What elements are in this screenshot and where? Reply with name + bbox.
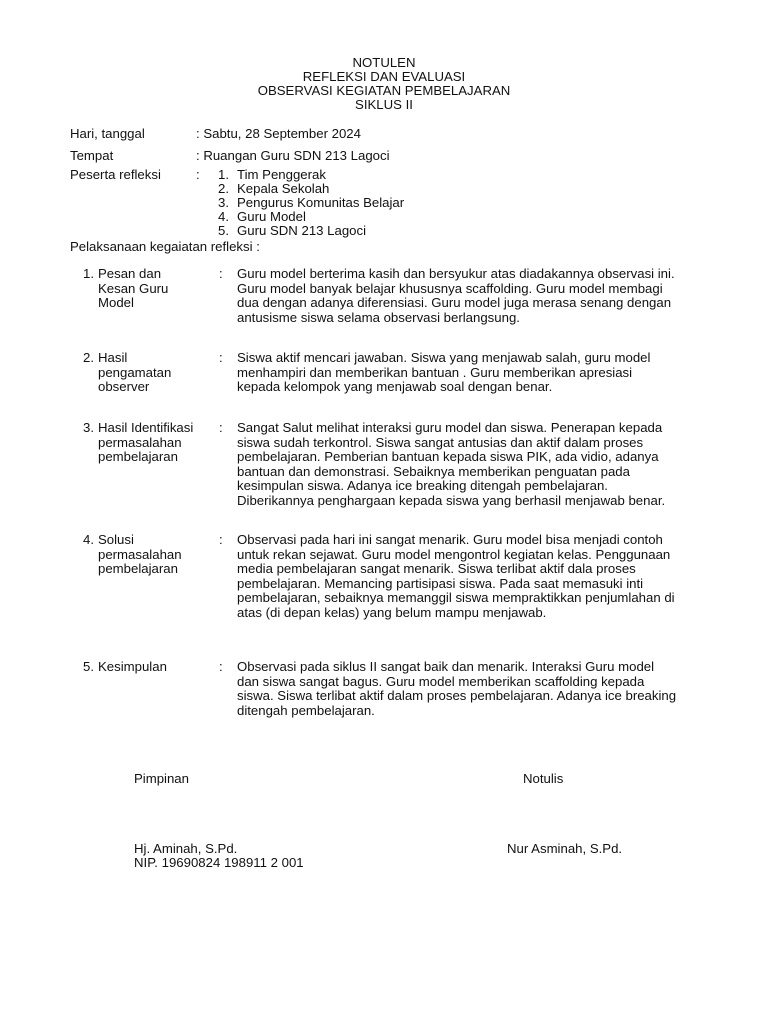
item-label: Solusi permasalahan pembelajaran	[98, 532, 182, 576]
item-colon: :	[219, 532, 223, 547]
item-number: 4.	[83, 532, 94, 547]
item-text: Guru model berterima kasih dan bersyukur atas diadakannya observasi ini. Guru model banyak belajar khususnya scaffolding. Guru model membagi dua dengan adanya diferensiasi. Guru model juga merasa senang dengan antusisme siswa selama observasi berlangsung.	[237, 266, 675, 325]
item-number: 3.	[83, 420, 94, 435]
item-colon: :	[219, 420, 223, 435]
participants-list	[206, 168, 404, 238]
signature-right-title: Notulis	[523, 771, 564, 786]
signature-left-title: Pimpinan	[134, 771, 189, 786]
signature-left-nip: NIP. 19690824 198911 2 001	[134, 855, 304, 870]
item-text: Observasi pada hari ini sangat menarik. Guru model bisa menjadi contoh untuk rekan sejawat. Guru model mengontrol kegiatan kelas. Penggunaan media pembelajaran sangat menarik. Siswa terlibat aktif dala proses pembelajaran. Memancing partisipasi siswa. Pada saat memasuki inti pembelajaran, sebaiknya memanggil siswa mempraktikkan penjumlahan di atas (di depan kelas) yang belum mampu menjawab.	[237, 532, 675, 620]
item-text: Sangat Salut melihat interaksi guru model dan siswa. Penerapan kepada siswa sudah terkontrol. Siswa sangat antusias dan aktif dalam proses pembelajaran. Pemberian bantuan kepada siswa PIK, ada vidio, adanya bantuan dan demonstrasi. Sebaiknya memberikan penguatan pada kesimpulan siswa. Adanya ice breaking ditengah pembelajaran. Diberikannya penghargaan kepada siswa yang berhasil menjawab benar.	[237, 420, 666, 508]
item-colon: :	[219, 350, 223, 365]
item-colon: :	[219, 659, 223, 674]
pelaksanaan-heading: Pelaksanaan kegaiatan refleksi :	[70, 239, 260, 254]
item-number: 5.	[83, 659, 94, 674]
item-label: Hasil pengamatan observer	[98, 350, 172, 394]
participants-label: Peserta refleksi	[70, 167, 161, 182]
title-line-2: REFLEKSI DAN EVALUASI	[302, 69, 466, 84]
item-number: 1.	[83, 266, 94, 281]
item-colon: :	[219, 266, 223, 281]
signature-right-name: Nur Asminah, S.Pd.	[507, 841, 623, 856]
signature-left-name: Hj. Aminah, S.Pd.	[134, 841, 238, 856]
date-value: : Sabtu, 28 September 2024	[196, 126, 361, 141]
participant-item: 3. Pengurus Komunitas Belajar	[218, 195, 405, 210]
participant-item: 5. Guru SDN 213 Lagoci	[218, 223, 367, 238]
date-label: Hari, tanggal	[70, 126, 145, 141]
participant-item: 2. Kepala Sekolah	[218, 181, 330, 196]
participant-item: 1. Tim Penggerak	[218, 167, 326, 182]
item-label: Kesimpulan	[98, 659, 167, 674]
item-number: 2.	[83, 350, 94, 365]
place-label: Tempat	[70, 148, 114, 163]
item-text: Observasi pada siklus II sangat baik dan menarik. Interaksi Guru model dan siswa sangat bagus. Guru model memberikan scaffolding kepada siswa. Siswa terlibat aktif dalam proses pembelajaran. Adanya ice breaking ditengah pembelajaran.	[237, 659, 677, 718]
item-text: Siswa aktif mencari jawaban. Siswa yang menjawab salah, guru model menhampiri dan memberikan bantuan . Guru memberikan apresiasi kepada kelompok yang menjawab soal dengan benar.	[237, 350, 651, 394]
participant-item: 4. Guru Model	[218, 209, 306, 224]
title-line-3: OBSERVASI KEGIATAN PEMBELAJARAN	[257, 83, 511, 98]
place-value: : Ruangan Guru SDN 213 Lagoci	[196, 148, 390, 163]
title-line-1: NOTULEN	[352, 55, 416, 70]
document-title	[0, 56, 768, 112]
participants-colon: :	[196, 167, 200, 182]
item-label: Hasil Identifikasi permasalahan pembelajaran	[98, 420, 194, 464]
item-label: Pesan dan Kesan Guru Model	[98, 266, 169, 310]
title-line-4: SIKLUS II	[355, 97, 413, 112]
